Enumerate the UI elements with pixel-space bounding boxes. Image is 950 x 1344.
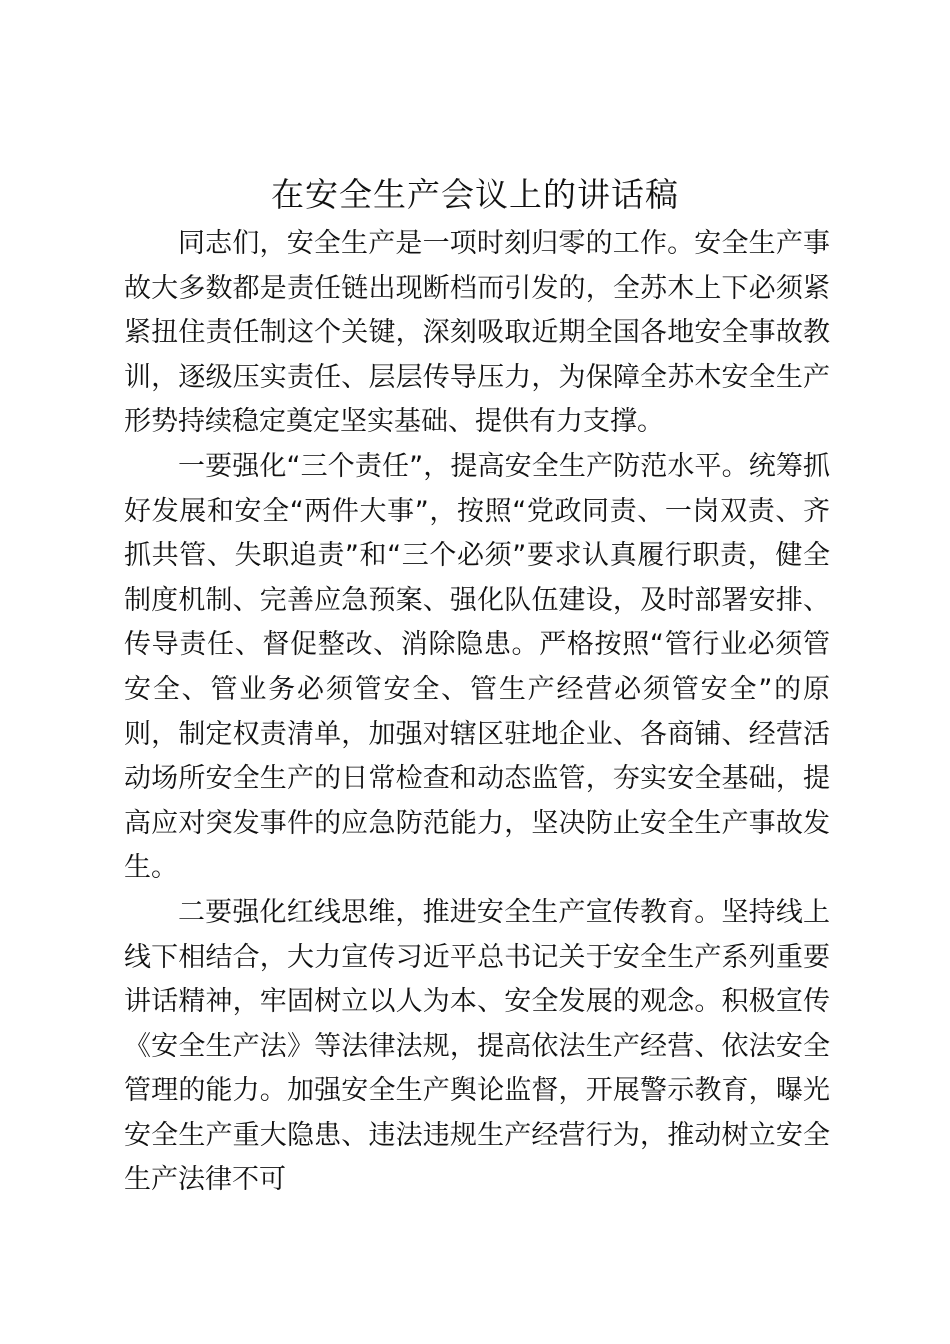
paragraph-intro: 同志们，安全生产是一项时刻归零的工作。安全生产事故大多数都是责任链出现断档而引发的，全苏木上下必须紧紧扭住责任制这个关键，深刻吸取近期全国各地安全事故教训，逐级压实责任、层层传导压力，为保障全苏木安全生产形势持续稳定奠定坚实基础、提供有力支撑。 xyxy=(124,228,830,438)
document-title: 在安全生产会议上的讲话稿 xyxy=(271,175,679,214)
paragraph-red-line-thinking: 二要强化红线思维，推进安全生产宣传教育。坚持线上线下相结合，大力宣传习近平总书记关于安全生产系列重要讲话精神，牢固树立以人为本、安全发展的观念。积极宣传《安全生产法》等法律法规，提高依法生产经营、依法安全管理的能力。加强安全生产舆论监督，开展警示教育，曝光安全生产重大隐患、违法违规生产经营行为，推动树立安全生产法律不可 xyxy=(124,896,830,1196)
document-body xyxy=(124,222,830,1203)
paragraph-three-responsibilities: 一要强化“三个责任”，提高安全生产防范水平。统筹抓好发展和安全“两件大事”，按照“党政同责、一岗双责、齐抓共管、失职追责”和“三个必须”要求认真履行职责，健全制度机制、完善应急预案、强化队伍建设，及时部署安排、传导责任、督促整改、消除隐患。严格按照“管行业必须管安全、管业务必须管安全、管生产经营必须管安全”的原则，制定权责清单，加强对辖区驻地企业、各商铺、经营活动场所安全生产的日常检查和动态监管，夯实安全基础，提高应对突发事件的应急防范能力，坚决防止安全生产事故发生。 xyxy=(124,450,830,884)
